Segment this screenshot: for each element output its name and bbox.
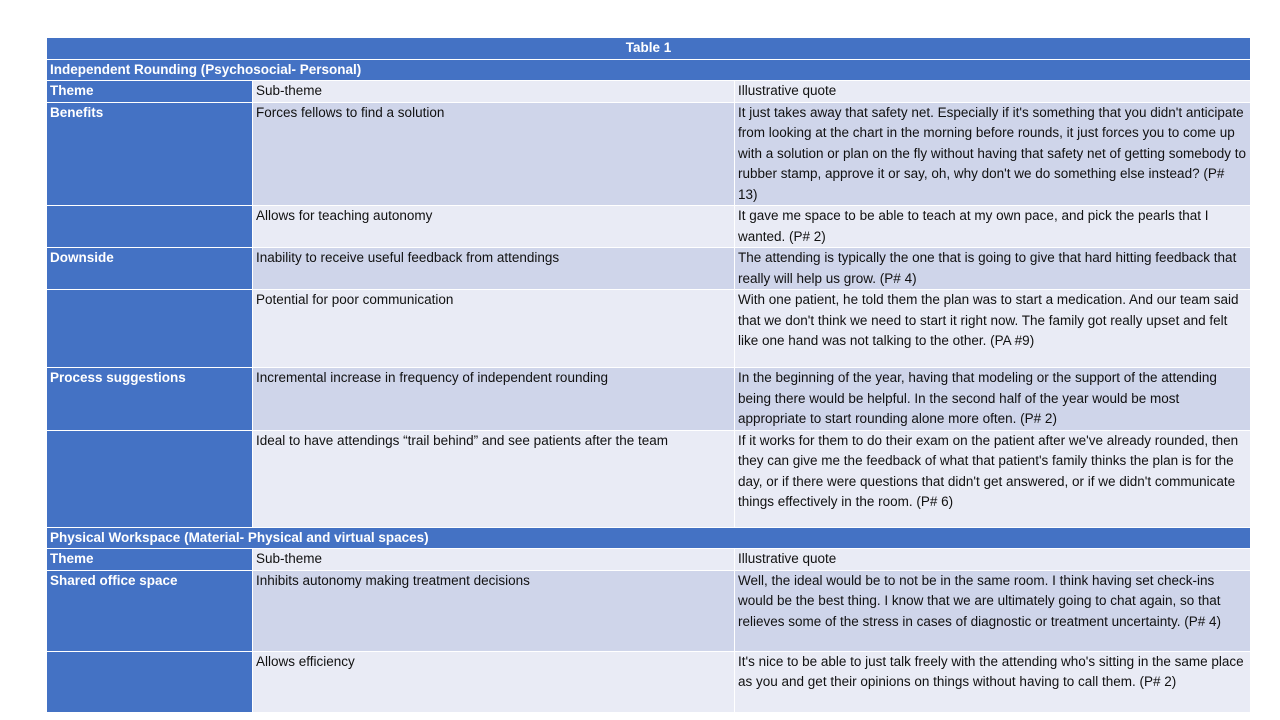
table-title-row bbox=[47, 38, 1251, 60]
section-heading: Independent Rounding (Psychosocial- Personal) bbox=[47, 59, 1251, 81]
subtheme-cell: Inability to receive useful feedback from attendings bbox=[253, 248, 735, 290]
theme-cell bbox=[47, 651, 253, 712]
section-heading-row bbox=[47, 59, 1251, 81]
subtheme-cell: Potential for poor communication bbox=[253, 290, 735, 368]
table-row bbox=[47, 368, 1251, 431]
column-header-quote: Illustrative quote bbox=[735, 81, 1251, 103]
table-row bbox=[47, 430, 1251, 527]
theme-cell bbox=[47, 290, 253, 368]
subtheme-cell: Ideal to have attendings “trail behind” and see patients after the team bbox=[253, 430, 735, 527]
table-row bbox=[47, 248, 1251, 290]
quote-cell: With one patient, he told them the plan was to start a medication. And our team said that we don't think we need to start it right now. The family got really upset and felt like one hand was not talking to the other. (PA #9) bbox=[735, 290, 1251, 368]
column-header-theme: Theme bbox=[47, 81, 253, 103]
quote-cell: It gave me space to be able to teach at my own pace, and pick the pearls that I wanted. (P# 2) bbox=[735, 206, 1251, 248]
column-header-quote: Illustrative quote bbox=[735, 549, 1251, 571]
table-row bbox=[47, 206, 1251, 248]
theme-cell: Shared office space bbox=[47, 570, 253, 651]
theme-cell: Benefits bbox=[47, 102, 253, 206]
themes-table-container bbox=[46, 37, 1250, 713]
subtheme-cell: Inhibits autonomy making treatment decisions bbox=[253, 570, 735, 651]
section-heading: Physical Workspace (Material- Physical and virtual spaces) bbox=[47, 527, 1251, 549]
quote-cell: It just takes away that safety net. Especially if it's something that you didn't anticipate from looking at the chart in the morning before rounds, it just forces you to come up with a solution or plan on the fly without having that safety net of getting somebody to rubber stamp, approve it or say, oh, why don't we do something else instead? (P# 13) bbox=[735, 102, 1251, 206]
column-header-subtheme: Sub-theme bbox=[253, 81, 735, 103]
column-header-row bbox=[47, 549, 1251, 571]
subtheme-cell: Forces fellows to find a solution bbox=[253, 102, 735, 206]
quote-cell: In the beginning of the year, having that modeling or the support of the attending being there would be helpful. In the second half of the year would be most appropriate to start rounding alone more often. (P# 2) bbox=[735, 368, 1251, 431]
themes-table bbox=[46, 37, 1251, 713]
subtheme-cell: Allows efficiency bbox=[253, 651, 735, 712]
column-header-theme: Theme bbox=[47, 549, 253, 571]
quote-cell: It's nice to be able to just talk freely with the attending who's sitting in the same place as you and get their opinions on things without having to call them. (P# 2) bbox=[735, 651, 1251, 712]
table-title: Table 1 bbox=[47, 38, 1251, 60]
column-header-subtheme: Sub-theme bbox=[253, 549, 735, 571]
section-heading-row bbox=[47, 527, 1251, 549]
theme-cell bbox=[47, 206, 253, 248]
subtheme-cell: Incremental increase in frequency of independent rounding bbox=[253, 368, 735, 431]
quote-cell: The attending is typically the one that is going to give that hard hitting feedback that really will help us grow. (P# 4) bbox=[735, 248, 1251, 290]
table-row bbox=[47, 651, 1251, 712]
theme-cell: Downside bbox=[47, 248, 253, 290]
column-header-row bbox=[47, 81, 1251, 103]
quote-cell: If it works for them to do their exam on the patient after we've already rounded, then they can give me the feedback of what that patient's family thinks the plan is for the day, or if there were questions that didn't get answered, or if we didn't communicate things effectively in the room. (P# 6) bbox=[735, 430, 1251, 527]
table-row bbox=[47, 102, 1251, 206]
table-row bbox=[47, 570, 1251, 651]
quote-cell: Well, the ideal would be to not be in the same room. I think having set check-ins would be the best thing. I know that we are ultimately going to chat again, so that relieves some of the stress in cases of diagnostic or treatment uncertainty. (P# 4) bbox=[735, 570, 1251, 651]
table-row bbox=[47, 290, 1251, 368]
theme-cell bbox=[47, 430, 253, 527]
theme-cell: Process suggestions bbox=[47, 368, 253, 431]
subtheme-cell: Allows for teaching autonomy bbox=[253, 206, 735, 248]
